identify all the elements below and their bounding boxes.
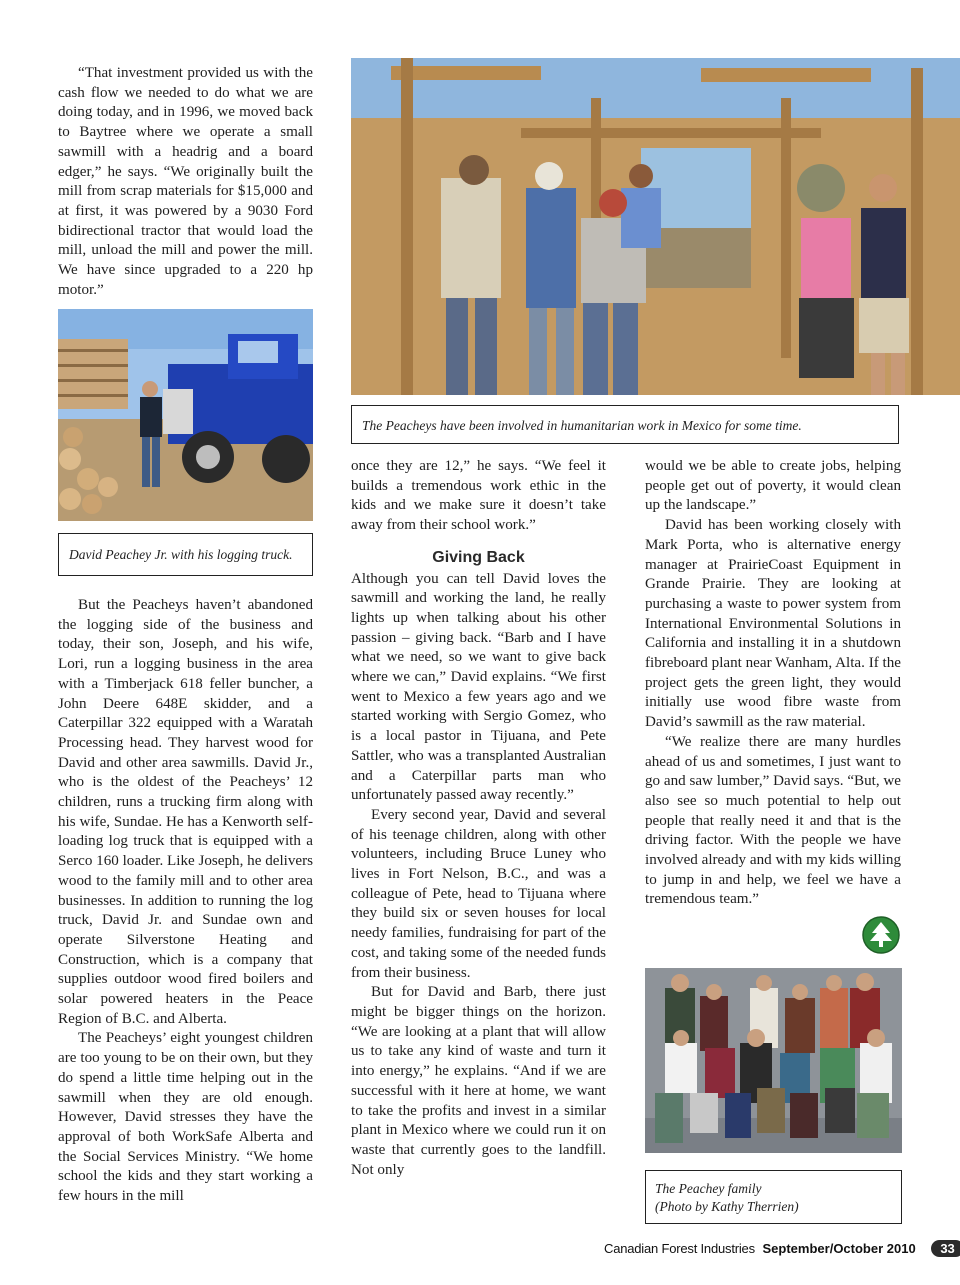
left-column-top xyxy=(58,64,313,300)
page-footer xyxy=(604,1240,955,1260)
truck-photo-caption xyxy=(58,533,313,576)
paragraph: Every second year, David and several of his teenage children, along with other volunteers, including Bruce Luney who lives in Fort Nelson, B.C., and was a colleague of Pete, head to Tijuana where they build six or seven houses for local needy families, fundraising for part of the cost, and taking some of the needed funds from their business. xyxy=(351,806,606,981)
caption-line-2: (Photo by Kathy Therrien) xyxy=(655,1199,799,1214)
paragraph: “We realize there are many hurdles ahead of us and sometimes, I just want to go and saw lumber,” David says. “But, we also see so much potential to help out people that really need it and that is the driving factor. With the people we have involved already and with my kids willing to jump in and help, we feel we have a tremendous team.” xyxy=(645,733,901,908)
page-number: 33 xyxy=(931,1240,960,1257)
magazine-name: Canadian Forest Industries xyxy=(604,1241,755,1256)
mexico-photo-caption xyxy=(351,405,899,444)
paragraph: The Peacheys’ eight youngest children are too young to be on their own, but they do spend a little time helping out in the sawmill when they are old enough. However, David stresses they have the approval of both WorkSafe Alberta and the Social Services Ministry. “We home school the kids and they start working a few hours in the mill xyxy=(58,1030,313,1205)
caption-line-1: The Peachey family xyxy=(655,1181,762,1196)
paragraph: “That investment provided us with the cash flow we needed to do what we are doing today, and in 1996, we moved back to Baytree where we operate a small sawmill with a headrig and a board edger,” he says. “We originally built the mill from scrap materials for $15,000 and at first, it was powered by a 9030 Ford bidirectional tractor that would load the mill, unload the mill and power the mill. We have since upgraded to a 220 hp motor.” xyxy=(58,65,313,298)
paragraph: once they are 12,” he says. “We feel it builds a tremendous work ethic in the kids and we make sure it doesn’t take away from their school work.” xyxy=(351,458,606,534)
paragraph: But for David and Barb, there just might be bigger things on the horizon. “We are looking at a plant that will allow us to take any kind of waste and turn it into energy,” he explains. “And if we are successful with it here at home, we want to take the profits and invest in a similar plant in Mexico where we could run it on waste that currently goes to the landfill. Not only xyxy=(351,984,606,1178)
left-column-bottom xyxy=(58,596,313,1207)
family-photo xyxy=(645,968,902,1153)
family-photo-caption xyxy=(645,1170,902,1224)
tree-icon xyxy=(862,916,900,954)
mexico-photo xyxy=(351,58,960,395)
paragraph: David has been working closely with Mark Porta, who is alternative energy manager at PrairieCoast Equipment in Grande Prairie. They are looking at purchasing a waste to power system from International Environmental Solutions in California and installing it in a shutdown fibreboard plant near Wanham, Alta. If the project gets the green light, they would initially use wood fibre waste from David’s sawmill as the raw material. xyxy=(645,517,901,731)
issue-date: September/October 2010 xyxy=(762,1241,916,1256)
paragraph: would we be able to create jobs, helping people get out of poverty, it would clean up the landscape.” xyxy=(645,458,901,514)
middle-column xyxy=(351,457,606,1180)
paragraph: But the Peacheys haven’t abandoned the logging side of the business and today, their son, Joseph, and his wife, Lori, run a logging business in the area with a Timberjack 618 feller buncher, a John Deere 648E skidder, and a Caterpillar 322 equipped with a Waratah Processing head. They harvest wood for David and other area sawmills. David Jr., who is the oldest of the Peacheys’ 12 children, runs a trucking firm along with his wife, Sundae. He has a Kenworth self-loading log truck that is equipped with a Serco 160 loader. Like Joseph, he delivers wood to the family mill and to other area businesses. In addition to running the log truck, David Jr. and Sundae own and operate Silverstone Heating and Construction, which is a company that supplies outdoor wood fired boilers and solar powered heaters in the Peace Region of B.C. and Alberta. xyxy=(58,597,313,1027)
section-heading: Giving Back xyxy=(432,548,525,566)
paragraph: Although you can tell David loves the sawmill and working the land, he really lights up when talking about his other passion – giving back. “Barb and I have what we need, so we want to give back where we can,” David explains. “We first went to Mexico a few years ago and we started working with Sergio Gomez, who is a local pastor in Tijuana, and Pete Sattler, who was a transplanted Australian and a Caterpillar parts man who unfortunately passed away recently.” xyxy=(351,570,606,804)
caption-text: David Peachey Jr. with his logging truck. xyxy=(69,547,293,562)
truck-photo xyxy=(58,309,313,521)
caption-text: The Peacheys have been involved in humanitarian work in Mexico for some time. xyxy=(362,418,802,433)
right-column xyxy=(645,457,901,910)
